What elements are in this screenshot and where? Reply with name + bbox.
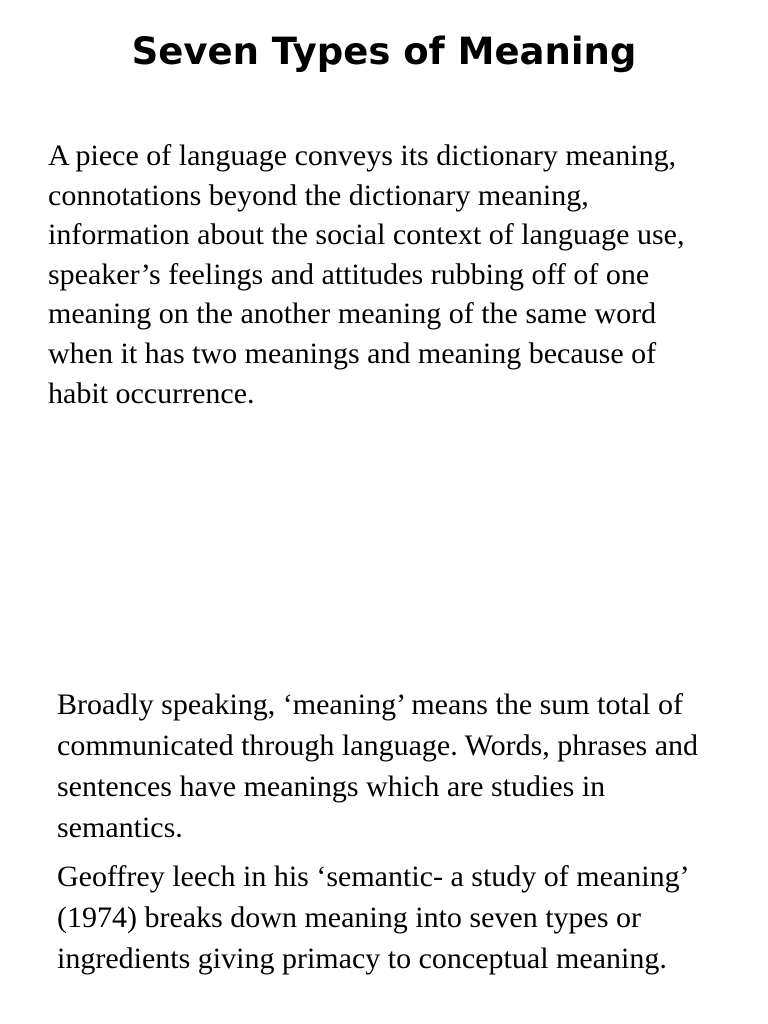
intro-paragraph: A piece of language conveys its dictionary meaning, connotations beyond the dictionary meaning, information about the social context of language use, speaker’s feelings and attitudes rubbing off of one meaning on the another meaning of the same word when it has two meanings and meaning because of habit occurrence. [48, 139, 685, 410]
page-title: Seven Types of Meaning [131, 30, 637, 73]
body-paragraph-leech: Geoffrey leech in his ‘semantic- a study of meaning’ (1974) breaks down meaning into seven types or ingredients giving primacy to conceptual meaning. [57, 860, 688, 975]
body-paragraph-meaning: Broadly speaking, ‘meaning’ means the sum total of communicated through language. Words, phrases and sentences have meanings which are studies in semantics. [57, 688, 699, 844]
